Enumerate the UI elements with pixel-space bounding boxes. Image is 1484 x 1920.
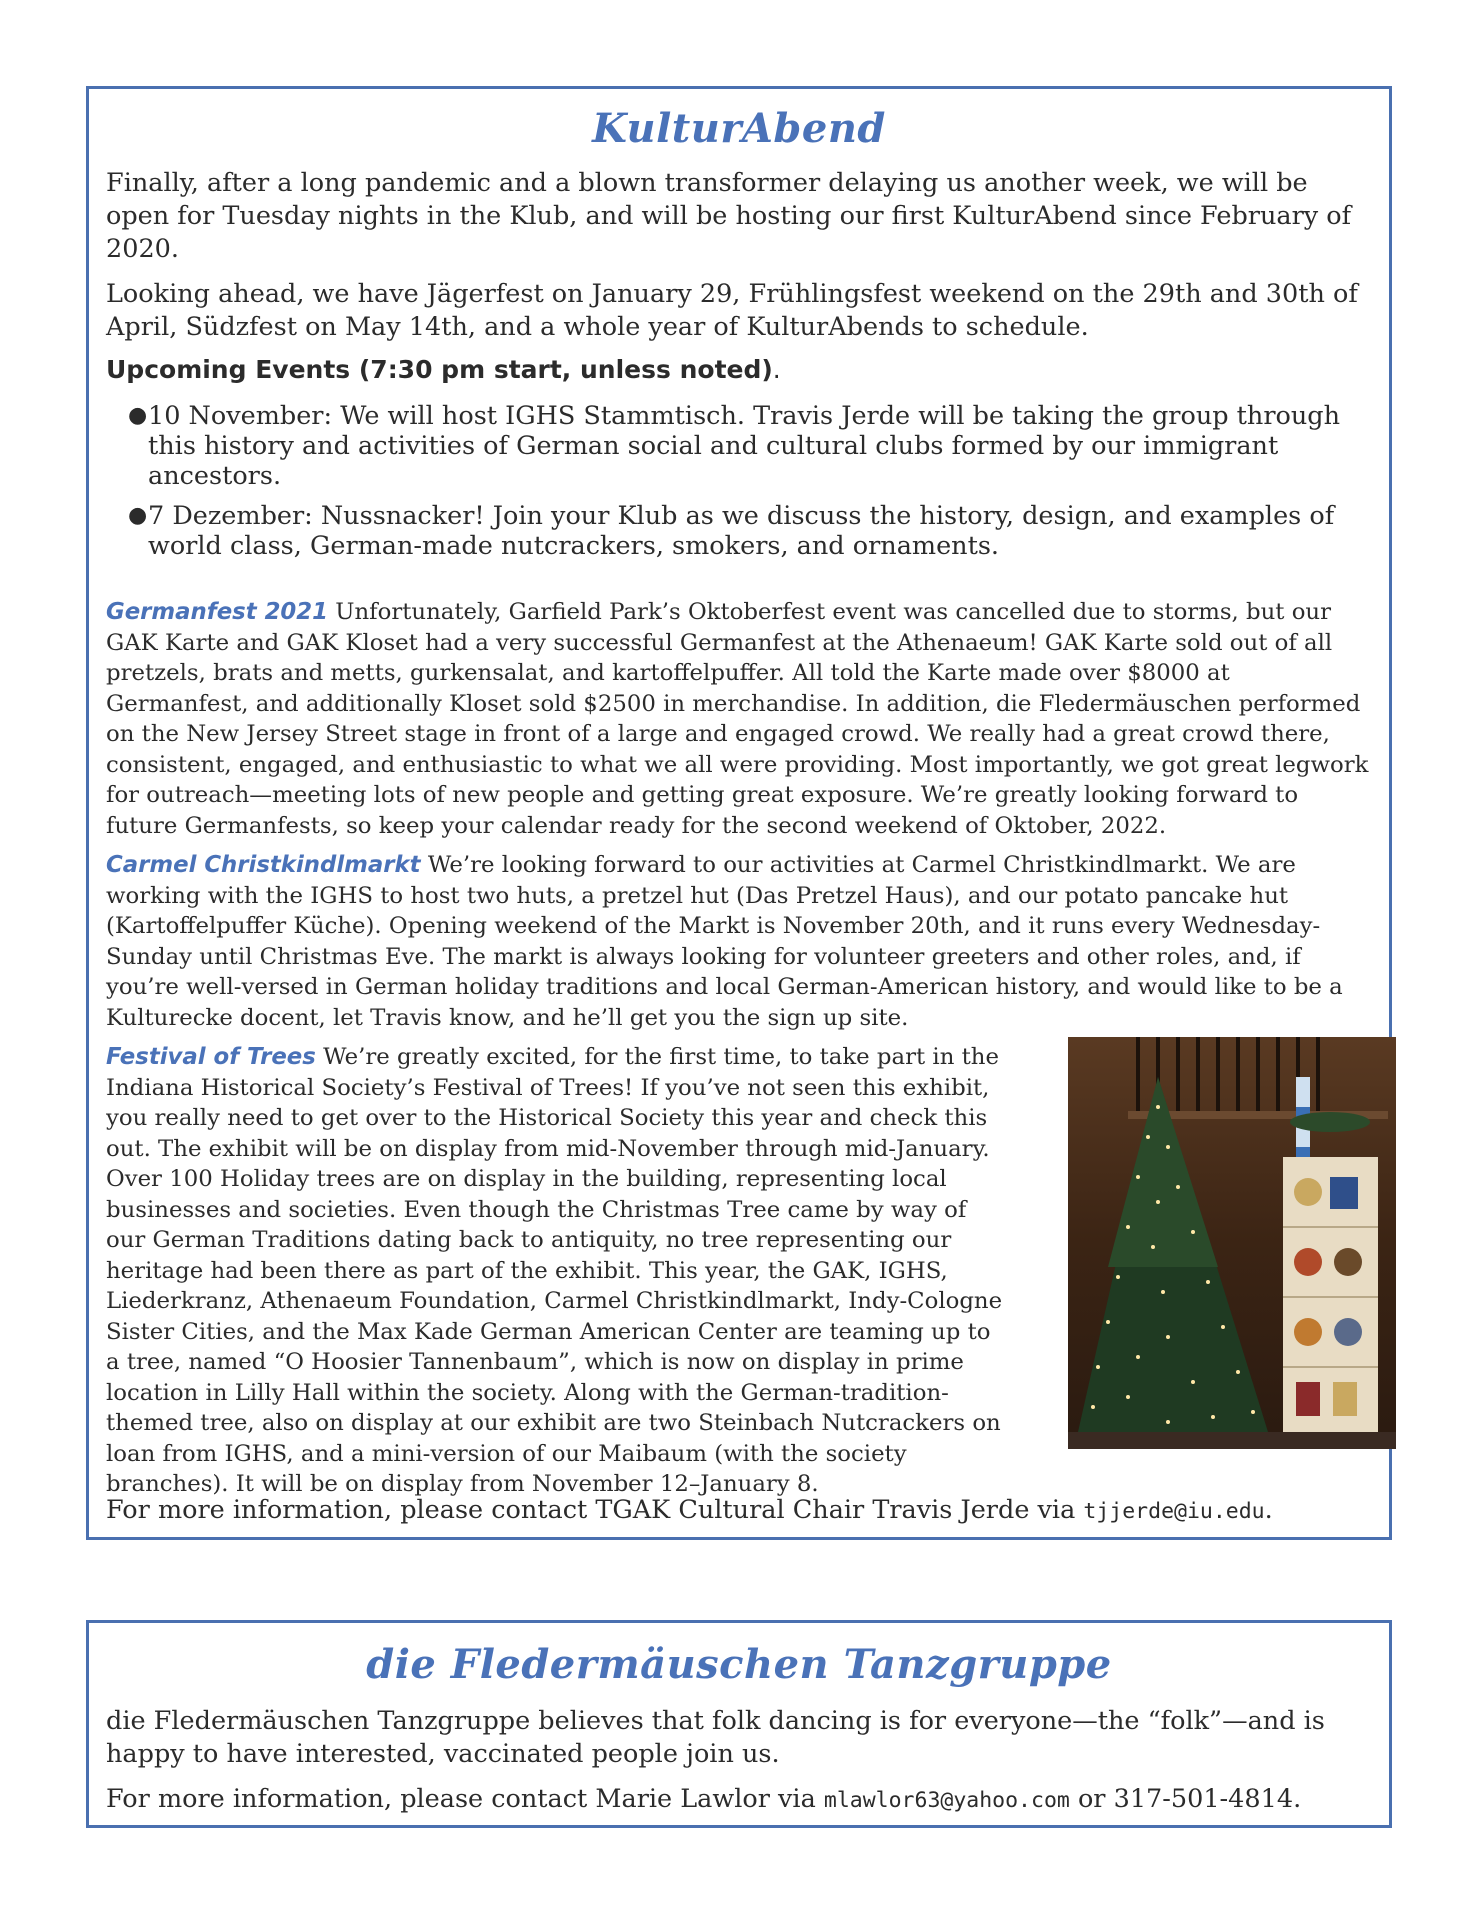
upcoming-events-heading-text: Upcoming Events (7:30 pm start, unless noted) [106,355,773,384]
contact-prefix: For more information, please contact TGAK Cultural Chair Travis Jerde via [106,1495,1084,1525]
event-text: 10 November: We will host IGHS Stammtisch. Travis Jerde will be taking the group through this history and activities of German social and cultural clubs formed by our immigrant ancestors. [148,401,1341,491]
event-text: 7 Dezember: Nussnacker! Join your Klub as we discuss the history, design, and examples of world class, German-made nutcrackers, smokers, and ornaments. [148,501,1335,561]
contact-suffix: or 317-501-4814. [1069,1784,1302,1814]
upcoming-events-heading [106,353,1371,387]
event-item [106,401,1371,491]
tanzgruppe-contact [106,1783,1371,1817]
kulturabend-title: KulturAbend [592,105,886,152]
tanzgruppe-intro: die Fledermäuschen Tanzgruppe believes that folk dancing is for everyone—the “folk”—and is happy to have interested, vaccinated people join us. [106,1706,1325,1769]
event-item [106,501,1371,561]
kulturabend-contact [106,1493,1273,1529]
upcoming-heading-period: . [772,355,781,384]
kulturabend-section [86,86,1392,1540]
festival-text: We’re greatly excited, for the first time, to take part in the Indiana Historical Society’s Festival of Trees! If you’ve not seen this exhibit, you really need to get over to the Historical Society this year and check this out. The exhibit will be on display from mid-November through mid-January. Over 100 Holiday trees are on display in the building, representing local businesses and societies. Even though the Christmas Tree came by way of our German Traditions dating back to antiquity, no tree representing our heritage had been there as part of the exhibit. This year, the GAK, IGHS, Liederkranz, Athenaeum Foundation, Carmel Christkindlmarkt, Indy-Cologne Sister Cities, and the Max Kade German American Center are teaming up to a tree, named “O Hoosier Tannenbaum”, which is now on display in prime location in Lilly Hall within the society. Along with the German-tradition-themed tree, also on display at our exhibit are two Steinbach Nutcrackers on loan from IGHS, and a mini-version of our Maibaum (with the society branches). It will be on display from November 12–January 8. [106,1044,1003,1497]
germanfest-label: Germanfest 2021 [106,599,329,625]
tanzgruppe-section [86,1620,1392,1828]
festival-paragraph [106,1042,1011,1500]
carmel-label: Carmel Christkindlmarkt [106,852,421,878]
germanfest-text: Unfortunately, Garfield Park’s Oktoberfest event was cancelled due to storms, but our GAK Karte and GAK Kloset had a very successful Germanfest at the Athenaeum! GAK Karte sold out of all pretzels, brats and metts, gurkensalat, and kartoffelpuffer. All told the Karte made over $8000 at Germanfest, and additionally Kloset sold $2500 in merchandise. In addition, die Fledermäuschen performed on the New Jersey Street stage in front of a large and engaged crowd. We really had a great crowd there, consistent, engaged, and enthusiastic to what we all were providing. Most importantly, we got great legwork for outreach—meeting lots of new people and getting great exposure. We’re greatly looking forward to future Germanfests, so keep your calendar ready for the second weekend of Oktober, 2022. [106,599,1369,839]
tanzgruppe-title: die Fledermäuschen Tanzgruppe [366,1641,1112,1688]
festival-label: Festival of Trees [106,1044,316,1070]
intro-paragraph-2: Looking ahead, we have Jägerfest on January 29, Frühlingsfest weekend on the 29th and 30th of April, Südzfest on May 14th, and a whole year of KulturAbends to schedule. [106,279,1358,342]
carmel-text: We’re looking forward to our activities at Carmel Christkindlmarkt. We are working with the IGHS to host two huts, a pretzel hut (Das Pretzel Haus), and our potato pancake hut (Kartoffelpuffer Küche). Opening weekend of the Markt is November 20th, and it runs every Wednesday-Sunday until Christmas Eve. The markt is always looking for volunteer greeters and other roles, and, if you’re well-versed in German holiday traditions and local German-American history, and would like to be a Kulturecke docent, let Travis know, and he’ll get you the sign up site. [106,852,1343,1031]
christmas-tree-illustration [1068,1037,1396,1449]
carmel-paragraph [106,850,1371,1033]
bullet-icon: ● [128,403,148,428]
upcoming-events-list [106,401,1371,561]
contact-email[interactable]: tjjerde@iu.edu [1083,1499,1265,1524]
bullet-icon: ● [128,503,148,528]
contact-prefix: For more information, please contact Marie Lawlor via [106,1784,824,1814]
christmas-tree-photo [1068,1037,1396,1449]
intro-paragraph-1: Finally, after a long pandemic and a blown transformer delaying us another week, we will be open for Tuesday nights in the Klub, and will be hosting our first KulturAbend since February of 2020. [106,168,1352,264]
contact-suffix: . [1264,1495,1273,1525]
contact-email[interactable]: mlawlor63@yahoo.com [823,1788,1070,1813]
germanfest-paragraph [106,597,1371,841]
